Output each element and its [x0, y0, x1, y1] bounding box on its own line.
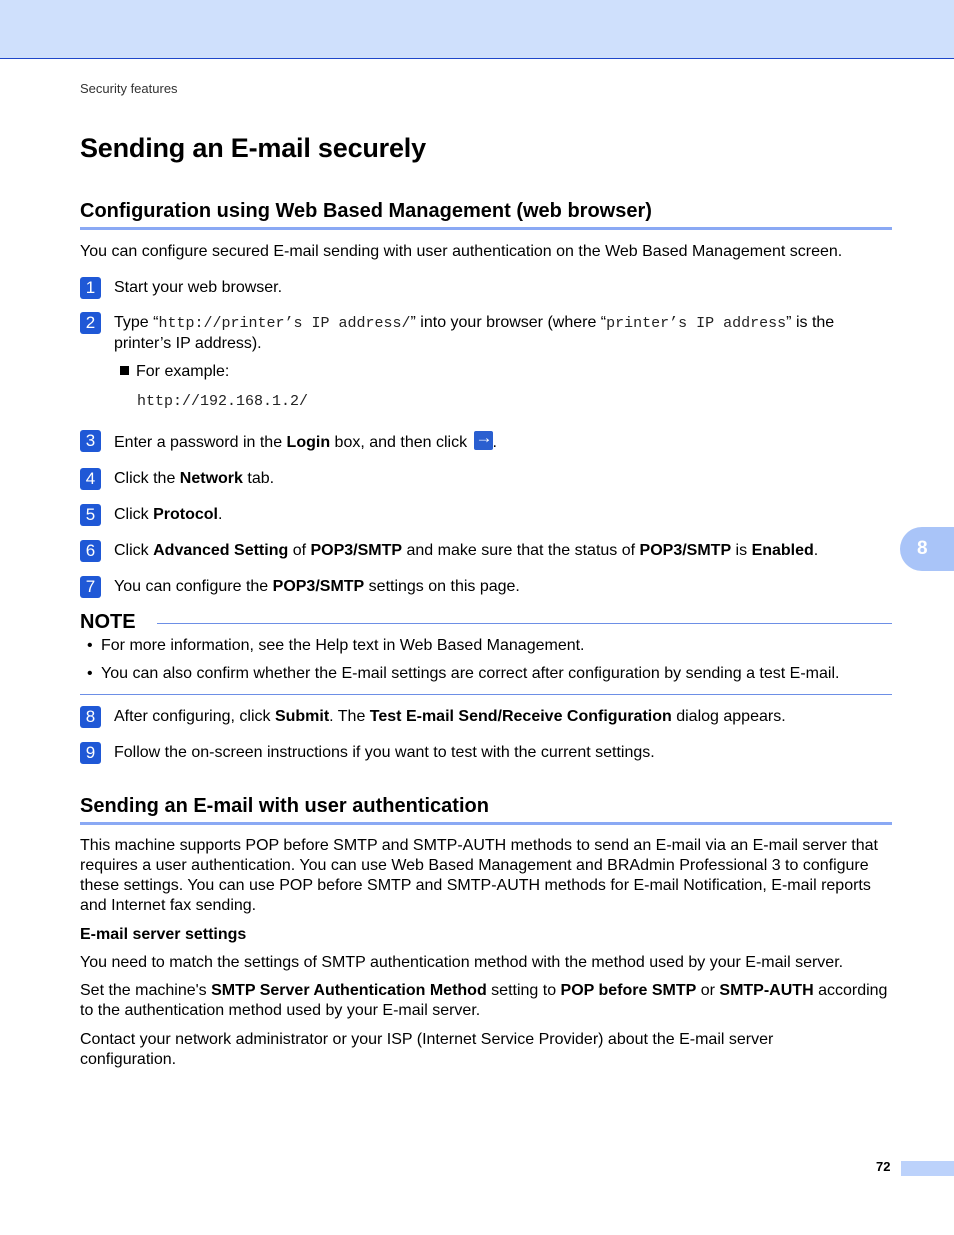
bold-term: POP before SMTP: [560, 982, 697, 999]
step-number: 6: [80, 540, 101, 562]
bold-term: Login: [286, 434, 331, 451]
text-run: according to the authentication method used by your E-mail server.: [80, 982, 888, 1019]
square-bullet-icon: [120, 366, 129, 375]
step-text: [114, 707, 892, 727]
section2-paragraph-4: Contact your network administrator or your ISP (Internet Service Provider) about the E-mail server configuration.: [80, 1031, 774, 1068]
text-run: dialog appears.: [671, 708, 786, 725]
go-arrow-icon: [474, 431, 493, 450]
step-number: 8: [80, 706, 101, 728]
step-text: [114, 577, 892, 597]
text-run: is: [731, 542, 752, 559]
header-band: [0, 0, 954, 59]
placeholder-code: printer’s IP address: [606, 315, 787, 332]
step-text: [114, 313, 892, 354]
bold-term: Submit: [274, 708, 330, 725]
text-run: of: [288, 542, 311, 559]
page-number-bar: [901, 1161, 954, 1176]
text-run: box, and then click: [330, 434, 472, 451]
page-number: 72: [876, 1159, 891, 1174]
bold-term: SMTP-AUTH: [719, 982, 814, 999]
text-run: You can configure the: [114, 578, 273, 595]
text-run: .: [813, 542, 819, 559]
url-code: http://printer’s IP address/: [158, 315, 411, 332]
text-run: Click: [114, 542, 154, 559]
bold-term: Network: [179, 470, 243, 487]
section2-paragraph-1: This machine supports POP before SMTP and SMTP-AUTH methods to send an E-mail via an E-mail server that requires a user authentication. You can use Web Based Management and BRAdmin Professional 3 to configure these settings. You can use POP before SMTP and SMTP-AUTH methods for E-mail Notification, E-mail reports and Internet fax sending.: [80, 837, 878, 914]
subheading-email-server-settings: E-mail server settings: [80, 926, 247, 943]
section2-paragraph-2: You need to match the settings of SMTP authentication method with the method used by your E-mail server.: [80, 954, 844, 971]
note-divider-top: [157, 623, 892, 624]
page-title: Sending an E-mail securely: [80, 133, 426, 163]
step-number: 4: [80, 468, 101, 490]
text-run: ” into your browser (where “: [410, 314, 607, 331]
bold-term: POP3/SMTP: [272, 578, 365, 595]
step-number: 3: [80, 430, 101, 452]
text-run: setting to: [486, 982, 561, 999]
text-run: and make sure that the status of: [402, 542, 640, 559]
bold-term: POP3/SMTP: [310, 542, 403, 559]
bold-term: Test E-mail Send/Receive Configuration: [369, 708, 672, 725]
text-run: After configuring, click: [114, 708, 275, 725]
bold-term: POP3/SMTP: [639, 542, 732, 559]
step-number: 2: [80, 312, 101, 334]
example-bullet: [120, 362, 229, 382]
text-run: or: [696, 982, 720, 999]
text-run: Click the: [114, 470, 180, 487]
text-run: .: [492, 434, 497, 451]
bullet-dot-icon: •: [87, 665, 93, 682]
text-run: tab.: [242, 470, 275, 487]
step-number: 7: [80, 576, 101, 598]
section-heading-user-auth: Sending an E-mail with user authentication: [80, 795, 892, 825]
note-text: For more information, see the Help text in Web Based Management.: [101, 637, 585, 654]
text-run: Enter a password in the: [114, 434, 287, 451]
step-text: [114, 469, 892, 489]
example-label: For example:: [136, 363, 230, 380]
example-url: http://192.168.1.2/: [137, 393, 309, 410]
bullet-dot-icon: •: [87, 637, 93, 654]
section-heading-web-config: Configuration using Web Based Management (web browser): [80, 200, 892, 230]
text-run: .: [218, 506, 223, 523]
step-text: Start your web browser.: [114, 279, 283, 296]
chapter-tab: 8: [900, 527, 954, 571]
bold-term: Enabled: [751, 542, 814, 559]
note-divider-bottom: [80, 694, 892, 695]
step-text: [114, 505, 892, 525]
text-run: Click: [114, 506, 154, 523]
text-run: Set the machine's: [80, 982, 212, 999]
step-number: 9: [80, 742, 101, 764]
step-text: [114, 541, 892, 561]
bold-term: Advanced Setting: [153, 542, 289, 559]
text-run: settings on this page.: [364, 578, 520, 595]
section-intro: You can configure secured E-mail sending with user authentication on the Web Based Management screen.: [80, 243, 843, 260]
step-number: 5: [80, 504, 101, 526]
note-text: You can also confirm whether the E-mail settings are correct after configuration by sending a test E-mail.: [101, 665, 840, 682]
bold-term: SMTP Server Authentication Method: [211, 982, 487, 999]
text-run: ” is the printer’s IP address).: [114, 314, 835, 352]
text-run: . The: [329, 708, 370, 725]
text-run: Type “: [114, 314, 159, 331]
bold-term: Protocol: [153, 506, 218, 523]
step-text: [114, 431, 892, 453]
section2-paragraph-3: [80, 981, 892, 1021]
step-number: 1: [80, 277, 101, 299]
running-head: Security features: [80, 81, 178, 96]
step-text: Follow the on-screen instructions if you want to test with the current settings.: [114, 744, 655, 761]
note-label: NOTE: [80, 611, 136, 633]
